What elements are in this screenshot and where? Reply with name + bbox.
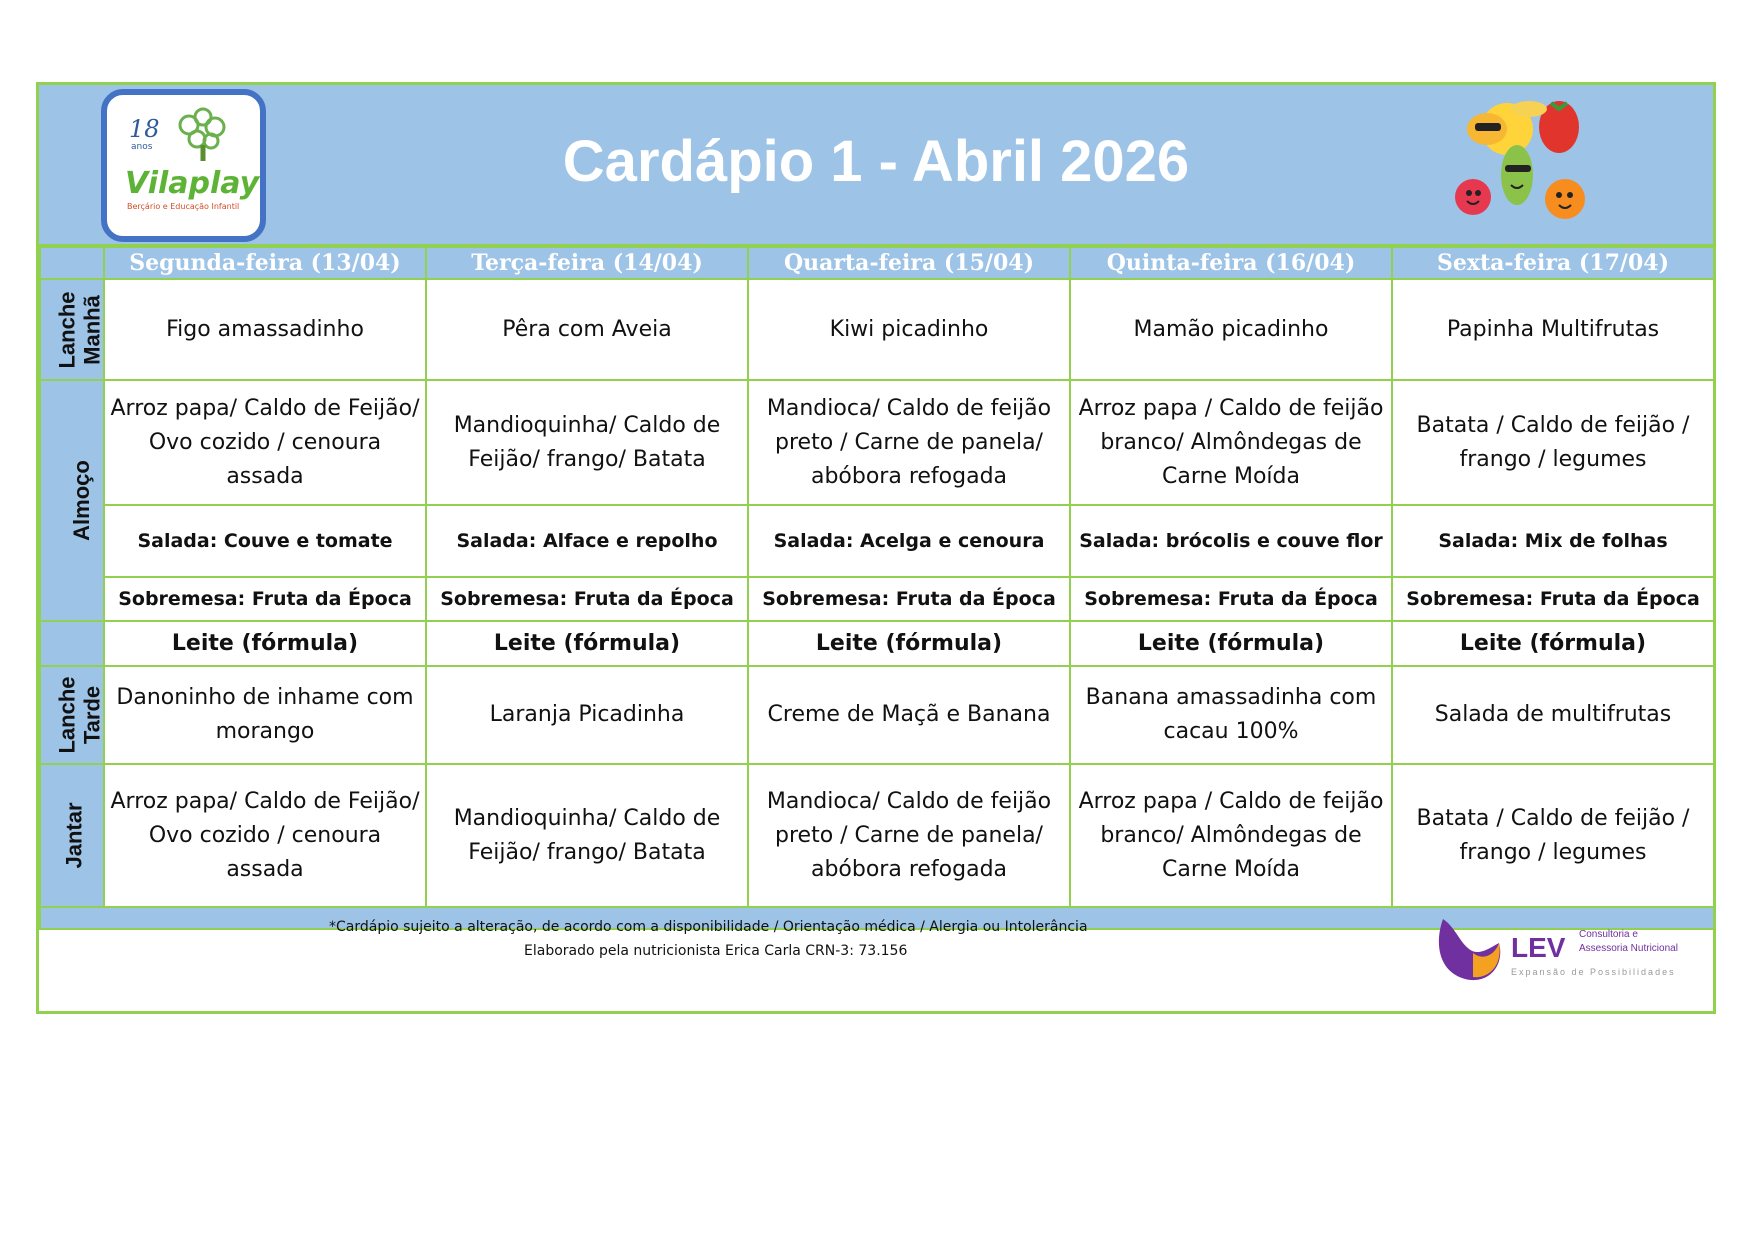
footer-author: Elaborado pela nutricionista Erica Carla CRN-3: 73.156 <box>524 943 908 959</box>
almoco-main-row <box>40 380 1714 505</box>
menu-cell: Papinha Multifrutas <box>1392 279 1714 380</box>
lanche-manha-label: Lanche Manhã <box>40 279 104 380</box>
sobremesa-cell: Sobremesa: Fruta da Época <box>1070 577 1392 621</box>
menu-cell: Mandioquinha/ Caldo de Feijão/ frango/ Batata <box>426 380 748 505</box>
salada-cell: Salada: Alface e repolho <box>426 505 748 577</box>
footer <box>39 909 1713 1011</box>
svg-text:LEV: LEV <box>1511 932 1566 963</box>
menu-cell: Arroz papa / Caldo de feijão branco/ Almôndegas de Carne Moída <box>1070 380 1392 505</box>
leite-label-cell <box>40 621 104 666</box>
sobremesa-cell: Sobremesa: Fruta da Época <box>748 577 1070 621</box>
salada-cell: Salada: Acelga e cenoura <box>748 505 1070 577</box>
leite-cell: Leite (fórmula) <box>748 621 1070 666</box>
menu-cell: Arroz papa / Caldo de feijão branco/ Almôndegas de Carne Moída <box>1070 764 1392 907</box>
lanche-manha-row <box>40 279 1714 380</box>
day-header: Quinta-feira (16/04) <box>1070 247 1392 279</box>
svg-text:Berçário e Educação Infantil: Berçário e Educação Infantil <box>127 202 240 211</box>
menu-table <box>39 246 1715 930</box>
leite-cell: Leite (fórmula) <box>104 621 426 666</box>
menu-cell: Mandioquinha/ Caldo de Feijão/ frango/ Batata <box>426 764 748 907</box>
jantar-row <box>40 764 1714 907</box>
menu-cell: Mandioca/ Caldo de feijão preto / Carne de panela/ abóbora refogada <box>748 380 1070 505</box>
svg-text:18: 18 <box>129 115 160 143</box>
menu-cell: Mandioca/ Caldo de feijão preto / Carne de panela/ abóbora refogada <box>748 764 1070 907</box>
salada-cell: Salada: Mix de folhas <box>1392 505 1714 577</box>
sobremesa-row <box>40 577 1714 621</box>
menu-cell: Mamão picadinho <box>1070 279 1392 380</box>
menu-cell: Batata / Caldo de feijão / frango / legumes <box>1392 380 1714 505</box>
fruits-mascots-icon <box>1447 89 1597 239</box>
leite-cell: Leite (fórmula) <box>1392 621 1714 666</box>
menu-cell: Danoninho de inhame com morango <box>104 666 426 764</box>
page-title: Cardápio 1 - Abril 2026 <box>562 129 1190 194</box>
days-header-row <box>40 247 1714 279</box>
almoco-label: Almoço <box>40 380 104 621</box>
menu-cell: Batata / Caldo de feijão / frango / legumes <box>1392 764 1714 907</box>
sobremesa-cell: Sobremesa: Fruta da Época <box>104 577 426 621</box>
menu-cell: Salada de multifrutas <box>1392 666 1714 764</box>
svg-text:Expansão de Possibilidades: Expansão de Possibilidades <box>1511 967 1676 977</box>
menu-cell: Arroz papa/ Caldo de Feijão/ Ovo cozido / cenoura assada <box>104 764 426 907</box>
menu-document <box>36 82 1716 1014</box>
corner-cell <box>40 247 104 279</box>
menu-cell: Laranja Picadinha <box>426 666 748 764</box>
sobremesa-cell: Sobremesa: Fruta da Época <box>1392 577 1714 621</box>
menu-cell: Kiwi picadinho <box>748 279 1070 380</box>
day-header: Terça-feira (14/04) <box>426 247 748 279</box>
salada-cell: Salada: brócolis e couve flor <box>1070 505 1392 577</box>
day-header: Sexta-feira (17/04) <box>1392 247 1714 279</box>
svg-text:Assessoria Nutricional: Assessoria Nutricional <box>1579 943 1678 954</box>
menu-cell: Banana amassadinha com cacau 100% <box>1070 666 1392 764</box>
salada-cell: Salada: Couve e tomate <box>104 505 426 577</box>
menu-cell: Creme de Maçã e Banana <box>748 666 1070 764</box>
salada-row <box>40 505 1714 577</box>
leite-cell: Leite (fórmula) <box>1070 621 1392 666</box>
menu-cell: Arroz papa/ Caldo de Feijão/ Ovo cozido / cenoura assada <box>104 380 426 505</box>
menu-cell: Figo amassadinho <box>104 279 426 380</box>
sobremesa-cell: Sobremesa: Fruta da Época <box>426 577 748 621</box>
svg-text:Vilaplay: Vilaplay <box>125 166 260 201</box>
lanche-tarde-row <box>40 666 1714 764</box>
footer-note: *Cardápio sujeito a alteração, de acordo com a disponibilidade / Orientação médica / Alergia ou Intolerância <box>329 919 1088 935</box>
menu-cell: Pêra com Aveia <box>426 279 748 380</box>
lev-logo <box>1429 913 1699 988</box>
header-band <box>39 85 1713 246</box>
svg-text:Consultoria e: Consultoria e <box>1579 929 1638 940</box>
svg-text:anos: anos <box>131 142 153 152</box>
leite-cell: Leite (fórmula) <box>426 621 748 666</box>
day-header: Quarta-feira (15/04) <box>748 247 1070 279</box>
jantar-label: Jantar <box>40 764 104 907</box>
day-header: Segunda-feira (13/04) <box>104 247 426 279</box>
lanche-tarde-label: Lanche Tarde <box>40 666 104 764</box>
leite-row <box>40 621 1714 666</box>
